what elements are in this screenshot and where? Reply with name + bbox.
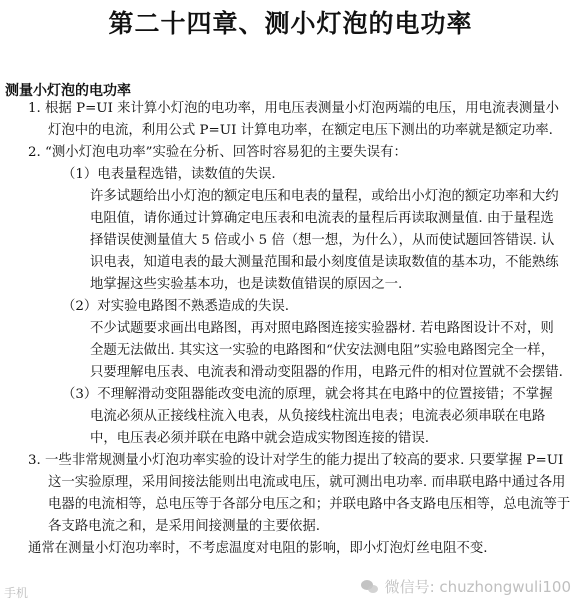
subitem-3-title: （3）不理解滑动变阻器能改变电流的原理，就会将其在电路中的位置接错；不掌握 [62, 387, 553, 402]
subitem-2-title: （2）对实验电路图不熟悉造成的失误. [62, 299, 290, 314]
page-title: 第二十四章、测小灯泡的电功率 [108, 9, 473, 38]
watermark-left: 手机 [4, 586, 29, 600]
subitem-1-title: （1）电表量程选错，读数值的失误. [62, 167, 276, 182]
paragraph-item-3: 3. 一些非常规测量小灯泡功率实验的设计对学生的能力提出了较高的要求. 只要掌握 P=UI 这一实验原理，采用间接法能则出电流或电压，就可测出电功率. 而串联电路中通过各用电器的电流相等，总电压等于各部分电压之和；并联电路中各支路电压相等，总电流等于各支路电流之和，是采用间接测量的主要依据. [28, 453, 571, 534]
subitem-3-body: 电流必须从正接线柱流入电表，从负接线柱流出电表；电流表必须串联在电路中，电压表必须并联在电路中就会造成实物图连接的错误. [90, 409, 546, 446]
watermark-text: 微信号: chuzhongwuli100 [384, 578, 571, 596]
section-heading: 测量小灯泡的电功率 [5, 83, 131, 99]
watermark [361, 576, 571, 597]
paragraph-item-1: 1. 根据 P=UI 来计算小灯泡的电功率，用电压表测量小灯泡两端的电压，用电流表测量小灯泡中的电流，利用公式 P=UI 计算电功率，在额定电压下测出的功率就是额定功率. [28, 101, 560, 138]
document-body [0, 98, 581, 560]
paragraph-item-2: 2. “测小灯泡电功率”实验在分析、回答时容易犯的主要失误有： [28, 145, 407, 160]
subitem-2-body: 不少试题要求画出电路图，再对照电路图连接实验器材. 若电路图设计不对，则全题无法做出. 其实这一实验的电路图和“伏安法测电阻”实验电路图完全一样，只要理解电压表、电流表和滑动变阻器的作用，电路元件的相对位置就不会摆错. [90, 321, 563, 380]
wechat-icon [361, 580, 379, 594]
subitem-1-body: 许多试题给出小灯泡的额定电压和电表的量程，或给出小灯泡的额定功率和大约电阻值，请你通过计算确定电压表和电流表的量程后再读取测量值. 由于量程选择错误使测量值大 5 倍或小 5 倍（想一想，为什么），从而使试题回答错误. 认识电表，知道电表的最大测量范围和最小刻度值是读取数值的基本功，不能熟练地掌握这些实验基本功，也是读数值错误的原因之一. [90, 189, 559, 292]
paragraph-item-4: 通常在测量小灯泡功率时，不考虑温度对电阻的影响，即小灯泡灯丝电阻不变. [28, 541, 488, 556]
